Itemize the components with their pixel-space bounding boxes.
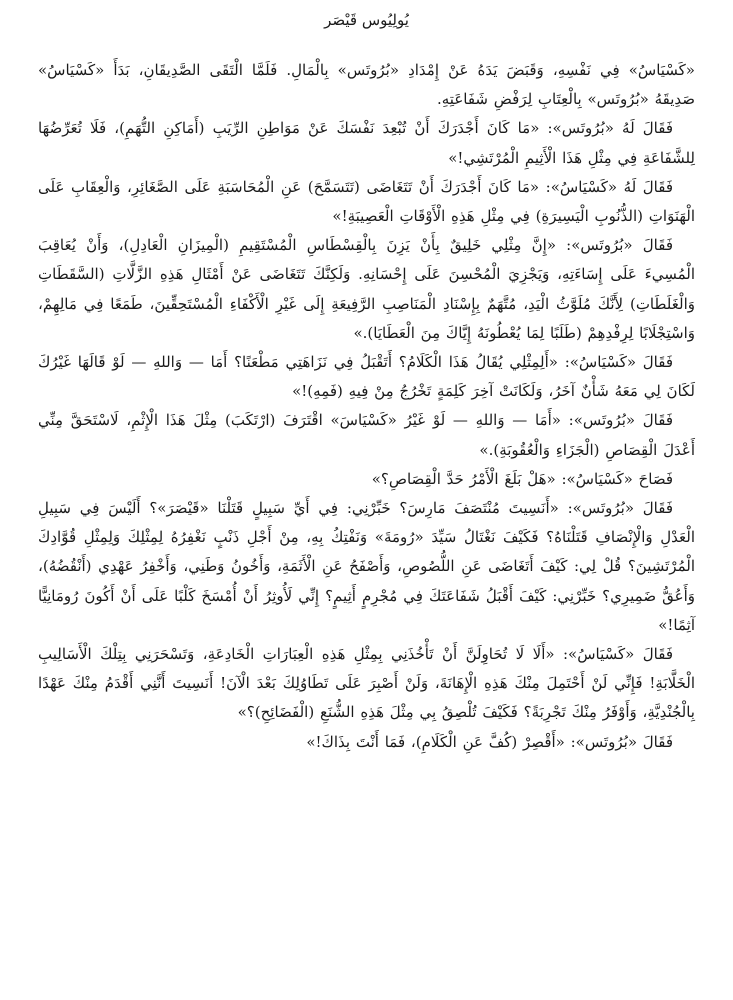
paragraph: «كَسْيَاسُ» فِي نَفْسِهِ، وَقَبَضَ يَدَهُ عَنْ إِمْدَادِ «بُرُوتَس» بِالْمَالِ. فَلَمَّا الْتَقَى الصَّدِيقَانِ، بَدَأَ «كَسْيَاسُ» صَدِيقَهُ «بُرُوتَس» بِالْعِتَابِ لِرَفْضِ شَفَاعَتِهِ.	[38, 61, 695, 109]
running-header: يُولِيُوس قَيْصَر	[324, 11, 409, 29]
paragraph: فَقَالَ لَهُ «بُرُوتَس»: «مَا كَانَ أَجْدَرَكَ أَنْ تُبْعِدَ نَفْسَكَ عَنْ مَوَاطِنِ الرِّيَبِ (أَمَاكِنِ التُّهَمِ)، فَلَا تُعَرِّضُهَا لِلشَّفَاعَةِ فِي مِثْلِ هَذَا الْأَثِيمِ الْمُرْتَشِي!»	[38, 119, 695, 167]
paragraph: فَقَالَ «بُرُوتَس»: «إِنَّ مِثْلِي خَلِيقٌ بِأَنْ يَزِنَ بِالْقِسْطَاسِ الْمُسْتَقِيمِ (الْمِيزَانِ الْعَادِلِ)، وَأَنْ يُعَاقِبَ الْمُسِيءَ عَلَى إِسَاءَتِهِ، وَيَجْزِيَ الْمُحْسِنَ عَلَى إِحْسَانِهِ. وَلَكِنَّكَ تَتَغَاضَى عَنْ أَمْثَالِ هَذِهِ الزَّلَّاتِ (السَّقَطَاتِ وَالْغَلَطَاتِ) لِأَنَّكَ مُلَوَّثُ الْيَدِ، مُتَّهَمٌ بِإِسْنَادِ الْمَنَاصِبِ الرَّفِيعَةِ إِلَى غَيْرِ الْأَكْفَاءِ الْمُسْتَحِقِّينَ، طَمَعًا فِي مَالِهِمْ، وَاسْتِجْلَابًا لِرِفْدِهِمْ (طَلَبًا لِمَا يُعْطُونَهُ إِيَّاكَ مِنَ الْعَطَايَا).»	[38, 236, 695, 342]
paragraph: فَقَالَ «بُرُوتَس»: «أَنَسِيتَ مُنْتَصَفَ مَارِسَ؟ خَبِّرْنِي: فِي أَيِّ سَبِيلٍ قَتَلْنَا «قَيْصَرَ»؟ أَلَيْسَ فِي سَبِيلِ الْعَدْلِ وَالْإِنْصَافِ قَتَلْنَاهُ؟ فَكَيْفَ نَغْتَالُ سَيِّدَ «رُومَةَ» وَنَفْتِكُ بِهِ، مِنْ أَجْلِ ذَنْبٍ نَغْفِرُهُ لِمِثْلِكَ وَلِمِثْلِ قُوَّادِكَ الْمُرْتَشِينَ؟ قُلْ لِي: كَيْفَ أَتَغَاضَى عَنِ اللُّصُوصِ، وَأَصْفَحُ عَنِ الْأَثَمَةِ، وَأَخُونُ وَطَنِي، وَأَخْفِرُ عَهْدِي (أَنْقُضُهُ)، وَأَعُقُّ ضَمِيرِي؟ خَبِّرْنِي: كَيْفَ أَقْبَلُ شَفَاعَتَكَ فِي مُجْرِمٍ أَثِيمٍ؟ إِنِّي لَأُوثِرُ أَنْ أُمْسَخَ كَلْبًا عَلَى أَنْ أَكُونَ رُومَانِيًّا آثِمًا!»	[38, 499, 695, 634]
paragraph: فَصَاحَ «كَسْيَاسُ»: «هَلْ بَلَغَ الْأَمْرُ حَدَّ الْقِصَاصِ؟»	[371, 469, 673, 488]
body-text	[38, 56, 695, 757]
paragraph: فَقَالَ «بُرُوتَس»: «أَقْصِرْ (كُفَّ عَنِ الْكَلَامِ)، فَمَا أَنْتَ بِذَاكَ!»	[306, 732, 673, 751]
paragraph: فَقَالَ لَهُ «كَسْيَاسُ»: «مَا كَانَ أَجْدَرَكَ أَنْ تَتَغَاضَى (تَتَسَمَّحَ) عَنِ الْمُحَاسَبَةِ عَلَى الصَّغَائِرِ، وَالْعِقَابِ عَلَى الْهَنَوَاتِ (الذُّنُوبِ الْيَسِيرَةِ) فِي مِثْلِ هَذِهِ الْأَوْقَاتِ الْعَصِيبَةِ!»	[38, 177, 695, 226]
paragraph: فَقَالَ «كَسْيَاسُ»: «أَلِمِثْلِي يُقَالُ هَذَا الْكَلَامُ؟ أَتَقْبَلُ فِي نَزَاهَتِي مَطْعَنًا؟ أَمَا — وَاللهِ — لَوْ قَالَهَا غَيْرُكَ لَكَانَ لِي مَعَهُ شَأْنٌ آخَرُ، وَلَكَانَتْ آخِرَ كَلِمَةٍ تَخْرُجُ مِنْ فِيهِ (فَمِهِ)!»	[38, 353, 695, 401]
paragraph: فَقَالَ «كَسْيَاسُ»: «أَلَا لَا تُحَاوِلَنَّ أَنْ تَأْخُذَنِي بِمِثْلِ هَذِهِ الْعِبَارَاتِ الْخَادِعَةِ، وَتَسْحَرَنِي بِتِلْكَ الْأَسَالِيبِ الْخَلَّابَةِ! فَإِنِّي لَنْ أَحْتَمِلَ مِنْكَ هَذِهِ الْإِهَانَةَ، وَلَنْ أَصْبِرَ عَلَى تَطَاوُلِكَ بَعْدَ الْآنَ! أَنَسِيتَ أَنَّنِي أَقْدَمُ مِنْكَ عَهْدًا بِالْجُنْدِيَّةِ، وَأَوْفَرُ مِنْكَ تَجْرِبَةً؟ فَكَيْفَ تُلْصِقُ بِي مِثْلَ هَذِهِ الشُّنَعِ (الْفَضَائِحِ)؟»	[38, 645, 695, 722]
paragraph: فَقَالَ «بُرُوتَس»: «أَمَا — وَاللهِ — لَوْ غَيْرُ «كَسْيَاسَ» اقْتَرَفَ (ارْتَكَبَ) مِثْلَ هَذَا الْإِثْمِ، لَاسْتَحَقَّ مِنِّي أَعْدَلَ الْقِصَاصِ (الْجَزَاءِ وَالْعُقُوبَةِ).»	[38, 411, 695, 459]
